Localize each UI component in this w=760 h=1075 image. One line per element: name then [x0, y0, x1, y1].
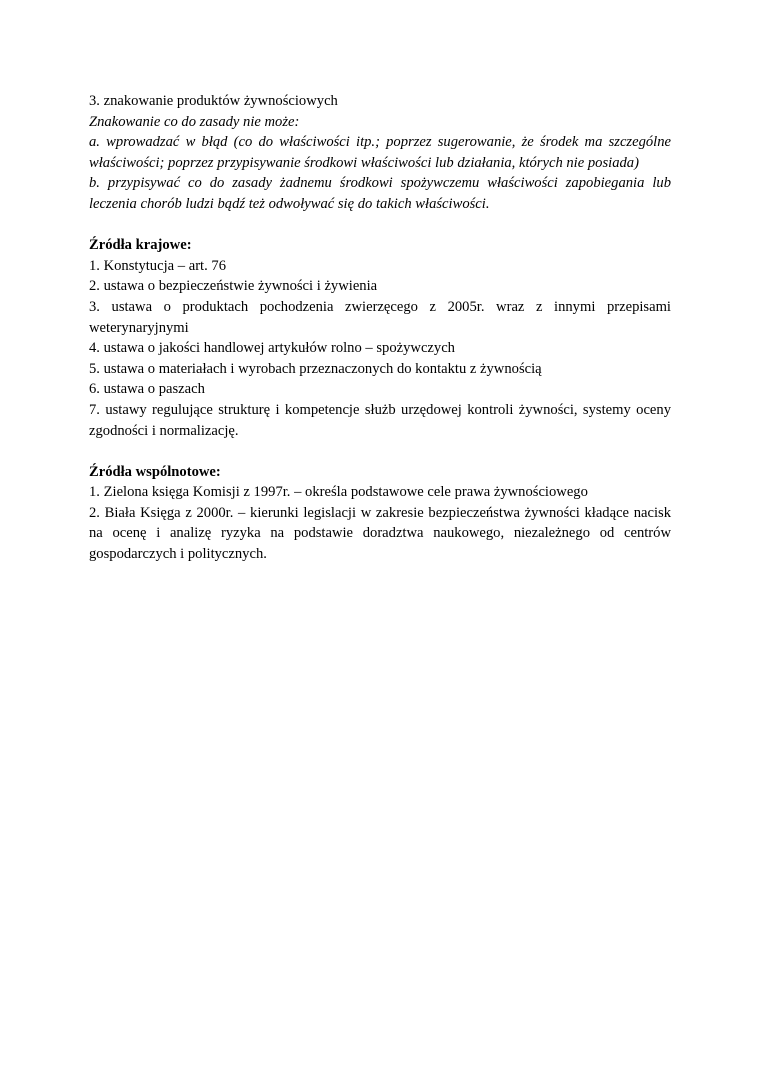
national-source-item: 1. Konstytucja – art. 76: [89, 257, 226, 274]
national-source-item: 4. ustawa o jakości handlowej artykułów rolno – spożywczych: [89, 340, 455, 357]
national-sources-heading: Źródła krajowe:: [89, 237, 192, 254]
national-source-item: 5. ustawa o materiałach i wyrobach przeznaczonych do kontaktu z żywnością: [89, 360, 542, 377]
community-source-item: 1. Zielona księga Komisji z 1997r. – określa podstawowe cele prawa żywnościowego: [89, 484, 588, 501]
national-source-item: 6. ustawa o paszach: [89, 381, 205, 398]
labelling-point-b: b. przypisywać co do zasady żadnemu środkowi spożywczemu właściwości zapobiegania lub leczenia chorób ludzi bądź też odwoływać się do takich właściwości.: [89, 175, 671, 212]
national-source-item: 3. ustawa o produktach pochodzenia zwierzęcego z 2005r. wraz z innymi przepisami weterynaryjnymi: [89, 298, 671, 336]
labelling-lead: Znakowanie co do zasady nie może:: [89, 113, 300, 130]
labelling-point-a: a. wprowadzać w błąd (co do właściwości itp.; poprzez sugerowanie, że środek ma szczególne właściwości; poprzez przypisywanie środkowi właściwości lub działania, których nie posiada): [89, 134, 671, 171]
spacer: [89, 441, 671, 462]
community-sources-heading: Źródła wspólnotowe:: [89, 463, 221, 480]
national-source-item: 2. ustawa o bezpieczeństwie żywności i żywienia: [89, 278, 378, 295]
community-source-item: 2. Biała Księga z 2000r. – kierunki legislacji w zakresie bezpieczeństwa żywności kładące nacisk na ocenę i analizę ryzyka na podstawie doradztwa naukowego, niezależnego od centrów gospodarczych i politycznych.: [89, 504, 671, 563]
national-source-item: 7. ustawy regulujące strukturę i kompetencje służb urzędowej kontroli żywności, systemy oceny zgodności i normalizację.: [89, 401, 671, 439]
document-page: [89, 91, 671, 565]
spacer: [89, 215, 671, 236]
item-food-labelling: 3. znakowanie produktów żywnościowych: [89, 93, 338, 109]
